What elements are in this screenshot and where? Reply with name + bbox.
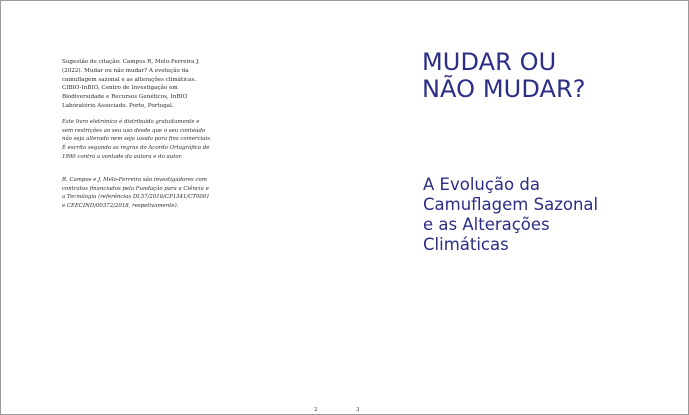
- book-subtitle-line: Climáticas: [423, 235, 509, 254]
- page-number-right: 3: [356, 407, 360, 413]
- right-page: [344, 1, 688, 414]
- distribution-notice: Este livro eletrónico é distribuído gratuitamente e sem restrições ao seu uso desde que o seu conteúdo não seja alterado nem seja usado para fins comerciais. É escrito segundo as regras do Acordo Ortográfico de 1990 contra a vontade da autora e do autor.: [62, 119, 212, 160]
- left-page: [1, 1, 344, 414]
- book-subtitle-line: A Evolução da: [423, 175, 540, 194]
- book-subtitle: [423, 175, 673, 255]
- citation-text: Sugestão de citação: Campos R, Melo-Ferreira J. (2022). Mudar ou não mudar? A evolução da camuflagem sazonal e as alterações climáticas. CIBIO-InBIO, Centro de Investigação em Biodiversidade e Recursos Genéticos, InBIO Laboratório Associado. Porto, Portugal.: [62, 59, 200, 109]
- book-title-line: MUDAR OU: [422, 48, 557, 76]
- book-subtitle-line: Camuflagem Sazonal: [423, 195, 599, 214]
- funding-statement: R. Campos e J. Melo-Ferreira são investigadores com contratos financiados pela Fundação para a Ciência e a Tecnologia (referências DL57/2016/CP1341/CT0001 e CEECIND/00372/2018, respetivamente).: [62, 177, 210, 210]
- book-title-line: NÃO MUDAR?: [422, 75, 586, 103]
- book-subtitle-line: e as Alterações: [423, 215, 550, 234]
- book-title: [422, 49, 672, 103]
- page-number-left: 2: [314, 407, 318, 413]
